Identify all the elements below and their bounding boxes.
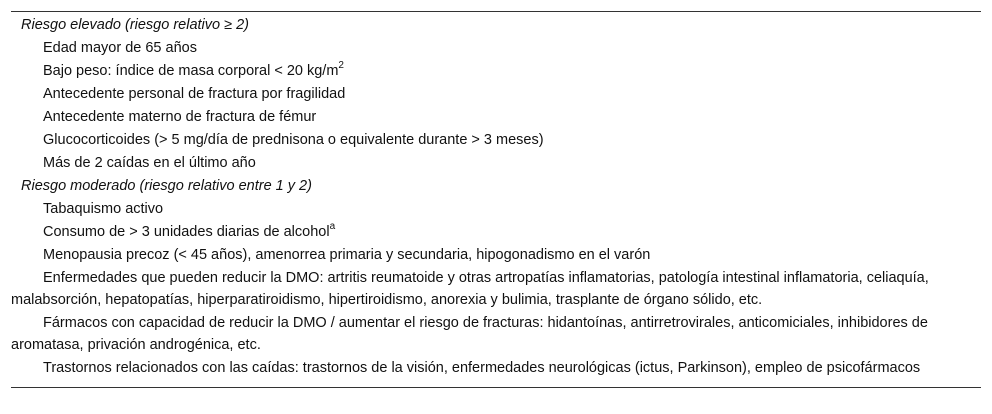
list-item (11, 60, 981, 83)
item-text: Enfermedades que pueden reducir la DMO: artritis reumatoide y otras artropatías inflamatorias, patología intestinal inflamatoria, celiaquía, malabsorción, hepatopatías, hiperparatiroidismo, hipertiroidismo, anorexia y bulimia, trasplante de órgano sólido, etc. (11, 270, 929, 308)
list-item (11, 244, 981, 267)
item-text: Tabaquismo activo (43, 201, 164, 217)
item-text: Edad mayor de 65 años (43, 40, 197, 56)
list-item (11, 198, 981, 221)
item-text: Menopausia precoz (< 45 años), amenorrea primaria y secundaria, hipogonadismo en el varón (43, 247, 651, 263)
item-text: Fármacos con capacidad de reducir la DMO / aumentar el riesgo de fracturas: hidantoínas, antirretrovirales, anticomiciales, inhibidores de aromatasa, privación androgénica, etc. (11, 315, 928, 353)
list-item (11, 152, 981, 175)
item-text: Trastornos relacionados con las caídas: trastornos de la visión, enfermedades neurológicas (ictus, Parkinson), empleo de psicofármacos (43, 360, 921, 376)
item-text: Glucocorticoides (> 5 mg/día de prednisona o equivalente durante > 3 meses) (43, 132, 544, 148)
item-text: Antecedente personal de fractura por fragilidad (43, 86, 346, 102)
superscript: 2 (338, 60, 344, 72)
list-item (11, 312, 981, 357)
item-text: Consumo de > 3 unidades diarias de alcohol (43, 224, 330, 240)
list-item (11, 106, 981, 129)
risk-factors-table (11, 11, 981, 388)
item-text: Antecedente materno de fractura de fémur (43, 109, 317, 125)
list-item (11, 129, 981, 152)
list-item (11, 357, 981, 381)
list-item (11, 267, 981, 312)
superscript: a (329, 221, 336, 233)
section-header-high-risk: Riesgo elevado (riesgo relativo ≥ 2) (21, 17, 249, 33)
list-item (11, 37, 981, 60)
item-text: Bajo peso: índice de masa corporal < 20 kg/m (43, 63, 339, 79)
list-item (11, 83, 981, 106)
item-text: Más de 2 caídas en el último año (43, 155, 256, 171)
section-header-moderate-risk: Riesgo moderado (riesgo relativo entre 1 y 2) (21, 178, 312, 194)
list-item (11, 221, 981, 244)
